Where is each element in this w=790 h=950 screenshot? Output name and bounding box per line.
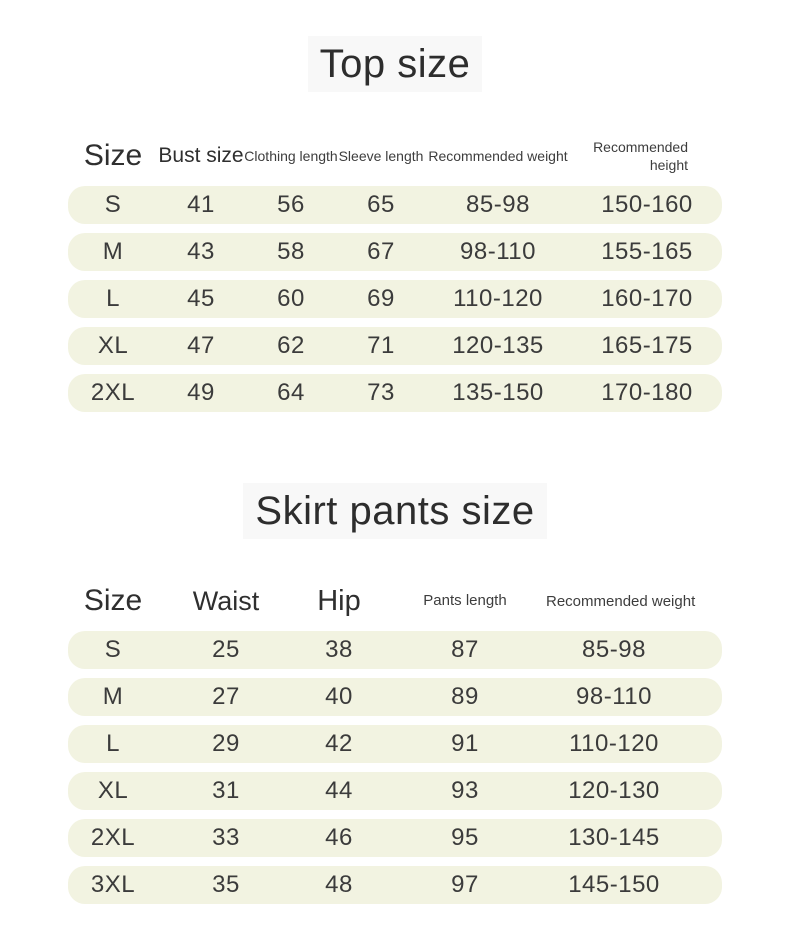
table-cell: S: [104, 636, 122, 663]
table-cell: 165-175: [601, 332, 693, 359]
table-cell: 145-150: [568, 871, 660, 898]
column-header-bust-size: Bust size: [158, 144, 244, 167]
table-cell: 87: [451, 636, 479, 663]
table-cell: 44: [325, 777, 353, 804]
table-cell: 48: [325, 871, 353, 898]
table-cell: 65: [367, 191, 395, 218]
table-cell: 40: [325, 683, 353, 710]
table-cell: 93: [451, 777, 479, 804]
table-row: [68, 280, 722, 318]
top-size-table-body: [68, 186, 790, 412]
table-cell: 110-120: [569, 730, 659, 757]
table-cell: 160-170: [601, 285, 693, 312]
skirt-pants-table-body: [68, 631, 790, 904]
table-cell: 85-98: [466, 191, 530, 218]
table-cell: 49: [187, 379, 215, 406]
table-cell: 2XL: [90, 379, 136, 406]
table-row: [68, 186, 722, 224]
table-cell: 73: [367, 379, 395, 406]
table-row: [68, 631, 722, 669]
skirt-pants-header-row: [68, 575, 722, 627]
table-cell: M: [102, 683, 124, 710]
column-header-sleeve-length: Sleeve length: [338, 147, 424, 164]
top-size-title-row: [0, 36, 790, 92]
table-cell: 64: [277, 379, 305, 406]
table-cell: 120-135: [452, 332, 544, 359]
column-header-recommended-weight: Recommended weight: [546, 592, 696, 610]
table-cell: 29: [212, 730, 240, 757]
table-cell: 56: [277, 191, 305, 218]
table-cell: 46: [325, 824, 353, 851]
table-cell: 120-130: [568, 777, 660, 804]
column-header-clothing-length: Clothing length: [244, 147, 338, 164]
top-size-title: Top size: [308, 36, 483, 92]
table-cell: L: [106, 285, 120, 312]
table-row: [68, 678, 722, 716]
table-cell: M: [102, 238, 124, 265]
table-cell: 135-150: [452, 379, 544, 406]
table-cell: 170-180: [601, 379, 693, 406]
table-cell: 130-145: [568, 824, 660, 851]
table-cell: 45: [187, 285, 215, 312]
table-cell: 58: [277, 238, 305, 265]
table-cell: 95: [451, 824, 479, 851]
table-row: [68, 327, 722, 365]
skirt-pants-table: [68, 575, 790, 904]
column-header-pants-length: Pants length: [423, 592, 507, 610]
table-cell: 89: [451, 683, 479, 710]
column-header-size: Size: [83, 584, 143, 617]
table-cell: 2XL: [90, 824, 136, 851]
column-header-waist: Waist: [192, 585, 260, 616]
table-cell: 67: [367, 238, 395, 265]
table-cell: 43: [187, 238, 215, 265]
table-cell: 155-165: [601, 238, 693, 265]
table-cell: L: [106, 730, 120, 757]
table-cell: 98-110: [460, 238, 536, 265]
table-cell: 62: [277, 332, 305, 359]
table-cell: 150-160: [601, 191, 693, 218]
skirt-pants-title-row: [0, 483, 790, 539]
column-header-hip: Hip: [317, 584, 361, 617]
table-cell: 71: [367, 332, 395, 359]
table-cell: 35: [212, 871, 240, 898]
table-row: [68, 725, 722, 763]
table-cell: 27: [212, 683, 240, 710]
table-row: [68, 233, 722, 271]
table-cell: XL: [97, 777, 129, 804]
table-cell: 3XL: [90, 871, 136, 898]
table-cell: XL: [97, 332, 129, 359]
table-row: [68, 374, 722, 412]
table-cell: 42: [325, 730, 353, 757]
table-cell: 38: [325, 636, 353, 663]
table-cell: 110-120: [453, 285, 543, 312]
table-cell: 33: [212, 824, 240, 851]
table-cell: 85-98: [582, 636, 646, 663]
top-size-table: [68, 130, 790, 412]
table-cell: S: [104, 191, 122, 218]
table-cell: 69: [367, 285, 395, 312]
table-cell: 41: [187, 191, 215, 218]
column-header-size: Size: [83, 139, 143, 172]
top-size-header-row: [68, 130, 722, 182]
table-cell: 25: [212, 636, 240, 663]
table-cell: 98-110: [576, 683, 652, 710]
table-row: [68, 866, 722, 904]
table-cell: 91: [451, 730, 479, 757]
table-cell: 97: [451, 871, 479, 898]
skirt-pants-title: Skirt pants size: [243, 483, 546, 539]
column-header-recommended-height: Recommended height: [593, 138, 688, 173]
table-row: [68, 772, 722, 810]
table-cell: 31: [212, 777, 240, 804]
table-cell: 60: [277, 285, 305, 312]
column-header-recommended-weight: Recommended weight: [428, 148, 568, 164]
table-row: [68, 819, 722, 857]
table-cell: 47: [187, 332, 215, 359]
